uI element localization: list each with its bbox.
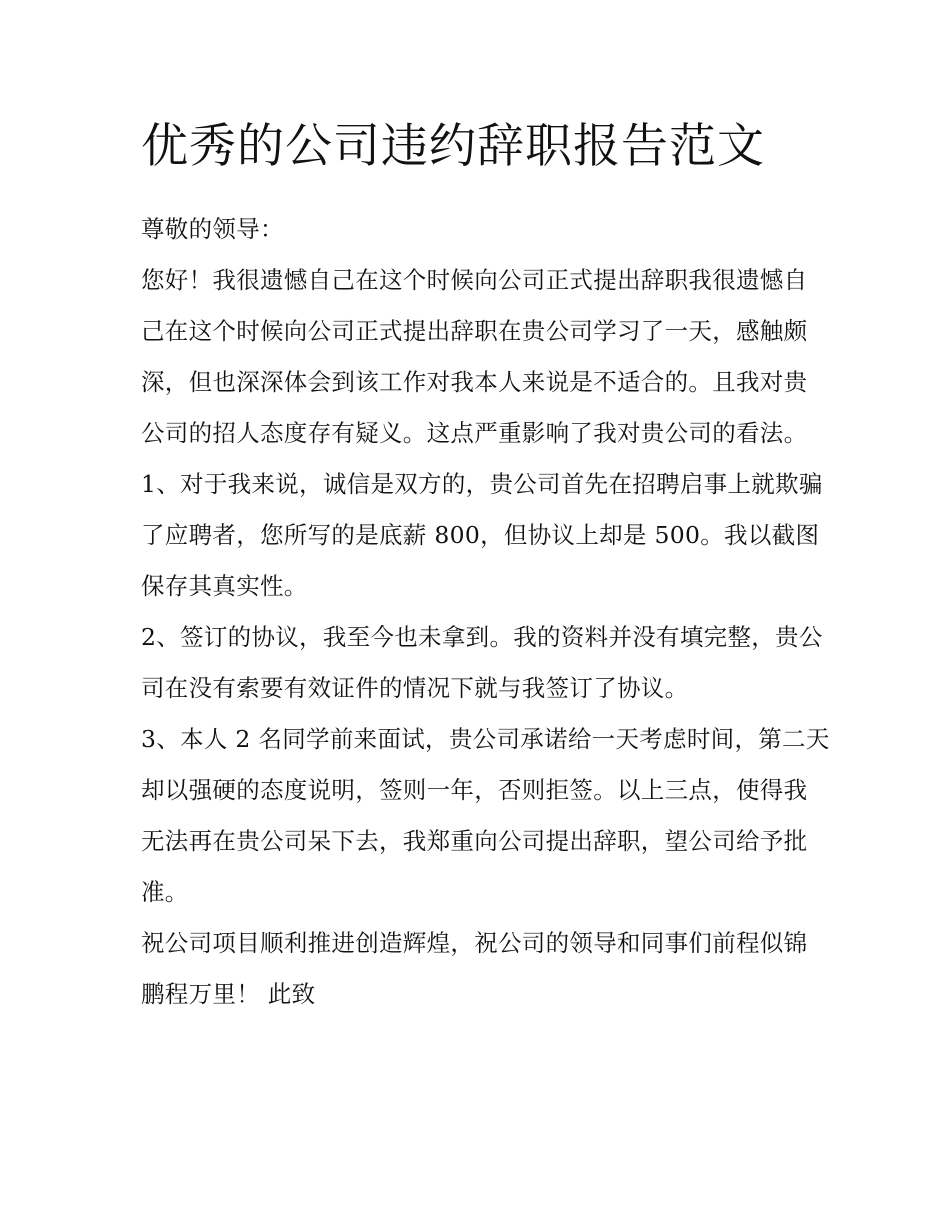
paragraph-point-3: 3、本人 2 名同学前来面试，贵公司承诺给一天考虑时间，第二天却以强硬的态度说明，签则一年，否则拒签。以上三点，使得我无法再在贵公司呆下去，我郑重向公司提出辞职，望公司给予批准。 [141,725,830,906]
paragraph-greeting: 您好！我很遗憾自己在这个时候向公司正式提出辞职我很遗憾自己在这个时候向公司正式提出辞职在贵公司学习了一天，感触颇深，但也深深体会到该工作对我本人来说是不适合的。且我对贵公司的招人态度存有疑义。这点严重影响了我对贵公司的看法。 [141,266,808,447]
paragraph-closing: 祝公司项目顺利推进创造辉煌，祝公司的领导和同事们前程似锦鹏程万里！ 此致 [141,929,808,1008]
document-body [141,112,831,1020]
salutation: 尊敬的领导： [141,215,284,243]
document-title: 优秀的公司违约辞职报告范文 [141,119,765,174]
paragraph-point-2: 2、签订的协议，我至今也未拿到。我的资料并没有填完整，贵公司在没有索要有效证件的情况下就与我签订了协议。 [141,623,823,702]
paragraph-point-1: 1、对于我来说，诚信是双方的，贵公司首先在招聘启事上就欺骗了应聘者，您所写的是底薪 800，但协议上却是 500。我以截图保存其真实性。 [141,470,823,600]
